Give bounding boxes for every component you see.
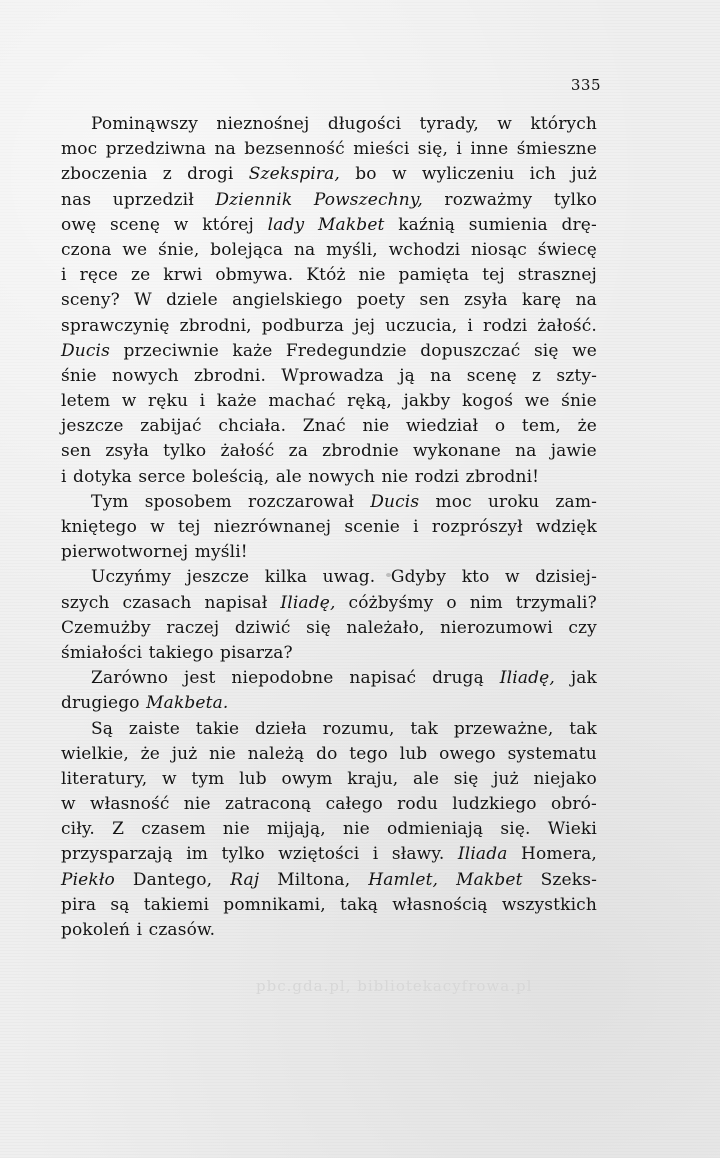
word: myśli!: [194, 542, 248, 563]
word: i: [467, 315, 473, 336]
paragraph: [61, 666, 597, 716]
word: nie: [381, 466, 409, 487]
word: w: [162, 768, 177, 789]
word: wchodzi: [388, 239, 461, 260]
word: nie: [358, 265, 386, 286]
word: owym: [281, 768, 333, 789]
word: sceny?: [61, 290, 120, 311]
word: myśli,: [326, 239, 378, 260]
word: nie: [362, 416, 390, 437]
word: przeciwnie: [123, 340, 219, 361]
word: Zarówno: [91, 668, 169, 689]
word: nie: [342, 819, 370, 840]
word: już: [171, 743, 198, 764]
word: i: [136, 920, 143, 940]
word: Wieki: [547, 819, 597, 840]
word: machać: [268, 391, 336, 412]
word: dopuszczać: [420, 340, 521, 361]
word: się: [306, 617, 331, 638]
word: już: [571, 164, 597, 185]
paragraph: [61, 490, 597, 566]
text-line: [61, 414, 597, 439]
word: uroku: [487, 491, 540, 512]
word: rozprószył: [431, 517, 523, 537]
word: wielkie,: [61, 743, 129, 764]
text-line: [61, 238, 597, 263]
word: tyrady,: [419, 114, 479, 134]
italic-word: Iliadę,: [280, 592, 336, 613]
word: w: [150, 517, 165, 537]
word: pamięta: [398, 265, 470, 286]
word: czona: [61, 239, 112, 260]
word: Wprowadza: [281, 365, 384, 386]
word: literatury,: [61, 768, 148, 789]
word: na: [430, 365, 452, 386]
italic-word: lady: [267, 214, 305, 235]
text-line: [61, 188, 597, 213]
word: uczucia,: [385, 315, 458, 336]
text-line: [61, 717, 597, 742]
italic-word: Raj: [230, 869, 260, 890]
word: pokoleń: [61, 920, 131, 940]
word: zbrodni,: [179, 315, 252, 336]
word: zsyła: [105, 441, 150, 462]
word: krwi: [163, 265, 203, 286]
word: Znać: [302, 416, 346, 437]
word: kto: [461, 567, 490, 588]
word: Homera,: [521, 844, 597, 865]
word: niosąc: [471, 239, 527, 260]
word: na: [575, 290, 597, 311]
word: systematu: [507, 743, 597, 764]
text-line: [61, 565, 597, 590]
text-line: [61, 616, 597, 641]
word: w: [61, 794, 76, 815]
word: jeszcze: [61, 416, 124, 437]
page-number: 335: [570, 76, 601, 94]
word: nowych: [308, 466, 375, 487]
word: drę-: [561, 214, 597, 235]
italic-word: Dziennik: [215, 189, 293, 210]
word: zaiste: [128, 718, 180, 739]
word: nim: [469, 592, 503, 613]
word: bo: [355, 164, 377, 185]
text-line: [61, 591, 597, 616]
word: przeważne,: [453, 718, 554, 739]
word: i: [456, 139, 462, 160]
word: w: [505, 567, 520, 588]
word: się: [453, 768, 479, 789]
word: jak: [570, 668, 597, 689]
word: wdzięk: [535, 517, 597, 537]
word: sumienia: [468, 214, 548, 235]
word: nierozumowi: [440, 617, 553, 638]
word: napisał: [204, 592, 268, 613]
italic-word: Iliada: [457, 844, 508, 865]
word: bezsenność: [244, 139, 345, 160]
word: której: [202, 214, 254, 235]
word: w: [173, 214, 189, 235]
word: świecę: [537, 239, 597, 260]
word: jest: [184, 668, 216, 689]
word: własnością: [392, 894, 488, 915]
word: ciły.: [61, 819, 95, 840]
word: wszystkich: [501, 894, 597, 915]
word: żałość: [220, 441, 275, 462]
word: poety: [356, 290, 406, 311]
word: takiego: [148, 642, 214, 663]
word: śnie,: [158, 239, 200, 260]
word: na: [293, 239, 316, 260]
body-text: [61, 112, 597, 943]
word: i: [372, 844, 379, 865]
word: na: [214, 139, 236, 160]
text-line: [61, 817, 597, 842]
word: Są: [91, 718, 114, 739]
word: wiedział: [406, 416, 479, 437]
word: śmieszne: [516, 139, 597, 160]
word: w: [391, 164, 407, 185]
italic-word: Szekspira,: [248, 164, 340, 185]
word: tej: [482, 265, 505, 286]
word: zboczenia: [61, 164, 148, 185]
word: Pominąwszy: [91, 114, 198, 134]
word: szych: [61, 592, 110, 613]
word: kilka: [264, 567, 308, 588]
italic-word: Hamlet,: [368, 869, 439, 890]
word: sposobem: [144, 491, 232, 512]
word: owego: [439, 743, 496, 764]
word: boleścią,: [192, 466, 270, 487]
word: jeszcze: [186, 567, 250, 588]
word: ręką,: [347, 391, 392, 412]
word: zsyła: [464, 290, 508, 311]
italic-word: Makbet: [456, 869, 523, 890]
text-line: [61, 213, 597, 238]
word: są: [110, 894, 130, 915]
word: drugiego: [61, 693, 140, 714]
word: scenie: [344, 517, 400, 537]
word: tem,: [521, 416, 561, 437]
paragraph: [61, 112, 597, 490]
word: pisarza?: [220, 642, 293, 663]
word: owę: [61, 214, 97, 235]
word: tylko: [221, 844, 265, 865]
word: śnie: [61, 365, 97, 386]
word: dziwić: [234, 617, 291, 638]
word: W: [134, 290, 152, 311]
text-line: [61, 515, 597, 540]
word: każe: [216, 391, 257, 412]
word: się,: [417, 139, 449, 160]
word: strasznej: [517, 265, 597, 286]
word: podburza: [261, 315, 345, 336]
word: taką: [340, 894, 379, 915]
word: ale: [275, 466, 302, 487]
word: kaźnią: [398, 214, 456, 235]
word: własność: [89, 794, 170, 815]
word: Czemużby: [61, 617, 151, 638]
word: kniętego: [61, 517, 137, 537]
word: trzymali?: [515, 592, 597, 613]
word: we: [572, 340, 597, 361]
word: we: [524, 391, 550, 412]
word: rodzi: [414, 466, 460, 487]
word: czasem: [141, 819, 206, 840]
paragraph: [61, 565, 597, 666]
word: tak: [410, 718, 439, 739]
word: tym: [191, 768, 225, 789]
text-line: [61, 868, 597, 893]
word: pierwotwornej: [61, 542, 189, 563]
word: Gdyby: [390, 567, 447, 588]
word: lub: [239, 768, 267, 789]
italic-word: Makbeta.: [146, 693, 229, 714]
word: letem: [61, 391, 111, 412]
word: i: [413, 517, 419, 537]
word: napisać: [349, 668, 417, 689]
word: czasach: [122, 592, 192, 613]
library-watermark: pbc.gda.pl, bibliotekacyfrowa.pl: [256, 977, 533, 995]
text-line: [61, 792, 597, 817]
word: tylko: [163, 441, 207, 462]
word: z: [532, 365, 542, 386]
word: rozumu,: [322, 718, 395, 739]
text-line: [61, 641, 597, 666]
word: pira: [61, 894, 97, 915]
word: ludzkiego: [452, 794, 537, 815]
word: kogoś: [461, 391, 514, 412]
word: niezrównanej: [213, 517, 332, 537]
word: szty-: [556, 365, 597, 386]
word: zatraconą: [224, 794, 312, 815]
word: się.: [500, 819, 531, 840]
text-line: [61, 162, 597, 187]
word: tylko: [553, 189, 597, 210]
word: we: [122, 239, 148, 260]
word: nie: [183, 794, 211, 815]
word: niejako: [533, 768, 597, 789]
word: ze: [130, 265, 151, 286]
text-line: [61, 767, 597, 792]
word: o: [446, 592, 457, 613]
word: nieznośnej: [216, 114, 310, 134]
text-line: [61, 439, 597, 464]
italic-word: Ducis: [61, 340, 111, 361]
word: uprzedził: [112, 189, 194, 210]
word: Tym: [91, 491, 129, 512]
word: śnie: [561, 391, 597, 412]
word: i: [61, 466, 67, 487]
word: czasów.: [148, 920, 216, 940]
word: Dantego,: [132, 869, 213, 890]
word: cóżbyśmy: [348, 592, 434, 613]
word: drogi: [187, 164, 234, 185]
word: Fredegundzie: [285, 340, 407, 361]
word: sprawczynię: [61, 315, 170, 336]
word: moc: [435, 491, 472, 512]
text-line: [61, 666, 597, 691]
word: dzieła: [255, 718, 307, 739]
italic-word: Iliadę,: [499, 668, 555, 689]
word: zam-: [555, 491, 597, 512]
text-line: [61, 364, 597, 389]
word: niepodobne: [231, 668, 334, 689]
word: o: [494, 416, 506, 437]
word: się: [533, 340, 559, 361]
word: moc: [61, 139, 98, 160]
word: należało,: [346, 617, 425, 638]
word: sen: [419, 290, 450, 311]
word: obmywa.: [215, 265, 294, 286]
word: ich: [529, 164, 556, 185]
word: ją: [399, 365, 415, 386]
word: przedziwna: [105, 139, 207, 160]
word: śmiałości: [61, 642, 143, 663]
word: Miltona,: [277, 869, 351, 890]
ink-speck: [384, 571, 394, 579]
word: scenę: [110, 214, 161, 235]
word: angielskiego: [232, 290, 343, 311]
text-line: [61, 691, 597, 716]
word: uwag.: [322, 567, 376, 588]
word: bolejąca: [210, 239, 284, 260]
word: tej: [177, 517, 201, 537]
word: i: [61, 265, 67, 286]
word: i: [199, 391, 206, 412]
word: mijają,: [266, 819, 326, 840]
italic-word: Powszechny,: [313, 189, 423, 210]
word: ręce: [79, 265, 118, 286]
word: w: [497, 114, 512, 134]
text-line: [61, 137, 597, 162]
word: im: [186, 844, 209, 865]
word: wyliczeniu: [421, 164, 515, 185]
word: do: [316, 743, 338, 764]
word: lub: [399, 743, 428, 764]
text-line: [61, 288, 597, 313]
word: tak: [569, 718, 597, 739]
word: że: [140, 743, 160, 764]
word: na: [515, 441, 537, 462]
text-line: [61, 314, 597, 339]
text-line: [61, 389, 597, 414]
word: nie: [209, 743, 237, 764]
word: inne: [470, 139, 509, 160]
italic-word: Piekło: [61, 869, 115, 890]
word: sen: [61, 441, 92, 462]
word: rodu: [397, 794, 438, 815]
word: ręku: [148, 391, 189, 412]
word: odmieniają: [387, 819, 484, 840]
word: ale: [413, 768, 440, 789]
word: obró-: [550, 794, 597, 815]
word: należą: [247, 743, 305, 764]
word: jej: [354, 315, 376, 336]
word: w: [121, 391, 137, 412]
word: dotyka: [73, 466, 132, 487]
word: jakby: [403, 391, 451, 412]
word: nas: [61, 189, 92, 210]
word: Uczyńmy: [91, 567, 172, 588]
word: z: [162, 164, 172, 185]
word: wziętości: [278, 844, 360, 865]
word: już: [493, 768, 519, 789]
text-line: [61, 112, 597, 137]
text-line: [61, 465, 597, 490]
word: takie: [195, 718, 240, 739]
word: że: [577, 416, 597, 437]
word: takiemi: [143, 894, 210, 915]
text-line: [61, 263, 597, 288]
word: chciała.: [218, 416, 287, 437]
word: całego: [325, 794, 383, 815]
word: każe: [232, 340, 273, 361]
word: zbrodni.: [193, 365, 267, 386]
word: drugą: [432, 668, 484, 689]
word: zabijać: [140, 416, 202, 437]
word: jawie: [550, 441, 597, 462]
word: żałość.: [537, 315, 597, 336]
word: nowych: [112, 365, 179, 386]
word: dziele: [166, 290, 218, 311]
text-line: [61, 540, 597, 565]
text-line: [61, 742, 597, 767]
word: karę: [522, 290, 562, 311]
word: za: [288, 441, 308, 462]
word: długości: [327, 114, 402, 134]
word: dzisiej-: [535, 567, 597, 588]
word: przysparzają: [61, 844, 173, 865]
word: Z: [112, 819, 125, 840]
text-line: [61, 339, 597, 364]
text-line: [61, 918, 597, 943]
text-line: [61, 842, 597, 867]
word: zbrodnie: [322, 441, 399, 462]
word: kraju,: [347, 768, 399, 789]
word: tego: [349, 743, 388, 764]
word: czy: [568, 617, 597, 638]
word: rozczarował: [247, 491, 355, 512]
word: sławy.: [391, 844, 445, 865]
word: raczej: [166, 617, 220, 638]
text-line: [61, 490, 597, 515]
word: rodzi: [482, 315, 528, 336]
word: scenę: [466, 365, 517, 386]
word: serce: [138, 466, 186, 487]
italic-word: Makbet: [318, 214, 385, 235]
paragraph: [61, 717, 597, 944]
word: mieści: [353, 139, 410, 160]
italic-word: Ducis: [370, 491, 420, 512]
word: Któż: [306, 265, 346, 286]
word: Szeks-: [540, 869, 597, 890]
word: pomnikami,: [223, 894, 326, 915]
word: których: [530, 114, 597, 134]
text-line: [61, 893, 597, 918]
word: nie: [222, 819, 250, 840]
word: zbrodni!: [465, 466, 540, 487]
word: rozważmy: [444, 189, 533, 210]
word: wykonane: [413, 441, 502, 462]
